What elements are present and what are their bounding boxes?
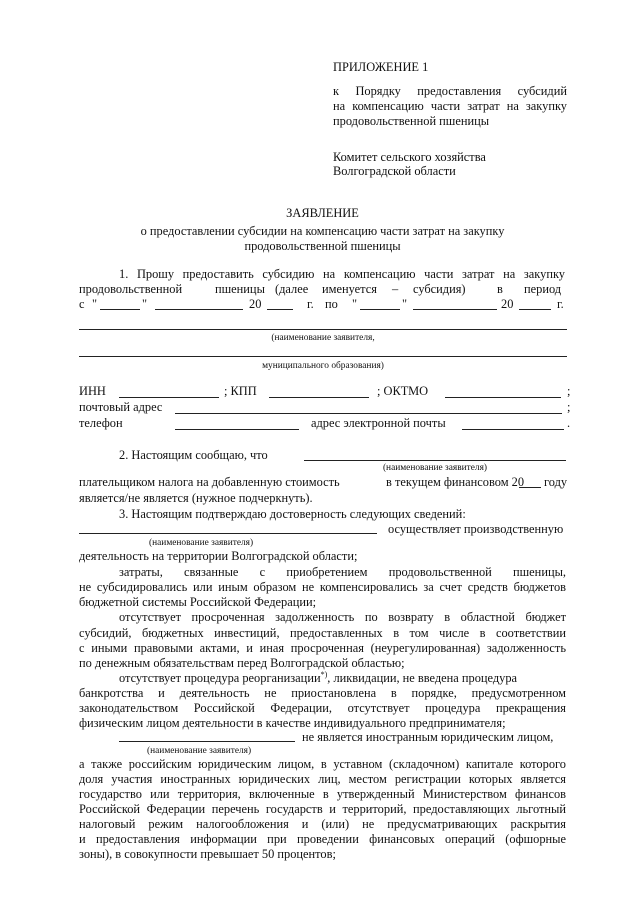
ids-line — [79, 384, 569, 400]
oktmo-field[interactable] — [445, 397, 561, 398]
recipient-line-2: Волгоградской области — [333, 164, 456, 178]
period-mark: . — [567, 416, 571, 430]
period-to-label: по — [325, 297, 338, 311]
costs-line: бюджетной системы Российской Федерации; — [79, 595, 317, 609]
phone-field[interactable] — [175, 429, 299, 430]
to-year-prefix: 20 — [501, 297, 514, 311]
quote-open: " — [92, 297, 98, 311]
municipality-caption: муниципального образования) — [262, 361, 384, 371]
kpp-field[interactable] — [269, 397, 369, 398]
bankruptcy-line: законодательством Российской Федерации, отсутствует процедура прекращения — [79, 701, 566, 715]
to-year-suffix: г. — [557, 297, 564, 311]
bankruptcy-line: физическим лицом деятельности в качестве индивидуального предпринимателя; — [79, 716, 506, 730]
reorg-text: отсутствует процедура реорганизации — [119, 671, 321, 685]
p2-text: плательщиком налога на добавленную стоимость — [79, 475, 340, 489]
period-from-label: с — [79, 297, 85, 311]
p1-word: – — [392, 282, 399, 296]
document-title: ЗАЯВЛЕНИЕ — [286, 206, 359, 220]
foreign-line: не является иностранным юридическим лицом, — [302, 730, 554, 744]
postal-address-field[interactable] — [175, 413, 562, 414]
kpp-label: ; КПП — [224, 384, 257, 398]
reference-line-3: продовольственной пшеницы — [333, 114, 490, 128]
applicant-field[interactable] — [79, 329, 567, 330]
document-subtitle-1: о предоставлении субсидии на компенсацию части затрат на закупку — [140, 224, 505, 238]
semicolon: ; — [567, 400, 571, 414]
p2-applicant-caption: (наименование заявителя) — [382, 463, 488, 473]
p3-line-2: осуществляет производственную — [388, 522, 564, 536]
debt-line: субсидий, бюджетных инвестиций, предоставленных в том числе в соответствии — [79, 626, 566, 640]
quote-open: " — [352, 297, 358, 311]
to-year-field[interactable] — [519, 309, 551, 310]
document-subtitle-2: продовольственной пшеницы — [244, 239, 401, 253]
municipality-field[interactable] — [79, 356, 567, 357]
offshore-line: налоговый режим налогообложения и (или) не предусматривающих раскрытия — [79, 817, 566, 831]
p1-word: продовольственной — [79, 282, 183, 296]
to-month-field[interactable] — [413, 309, 497, 310]
debt-line: с иными правовыми актами, и иная просроченная (неурегулированная) задолженность — [79, 641, 566, 655]
p1-word: период — [524, 282, 562, 296]
inn-label: ИНН — [79, 384, 106, 398]
p3-applicant-caption: (наименование заявителя) — [149, 538, 254, 548]
p1-period-line — [79, 297, 569, 313]
p2-applicant-field[interactable] — [304, 460, 566, 461]
p1-word: (далее — [275, 282, 309, 296]
offshore-line: зоны), в совокупности превышает 50 процентов; — [79, 847, 336, 861]
oktmo-label: ; ОКТМО — [377, 384, 429, 398]
p2-line-2 — [79, 475, 569, 491]
p1-word: именуется — [322, 282, 377, 296]
from-month-field[interactable] — [155, 309, 243, 310]
email-field[interactable] — [462, 429, 564, 430]
appendix-label: ПРИЛОЖЕНИЕ 1 — [333, 60, 429, 74]
p3-applicant-field[interactable] — [79, 533, 377, 534]
p2-line-1: 2. Настоящим сообщаю, что — [119, 448, 268, 462]
inn-field[interactable] — [119, 397, 219, 398]
p2-text: в текущем финансовом 20 — [386, 475, 525, 489]
offshore-line: а также российским юридическим лицом, в уставном (складочном) капитале которого — [79, 757, 566, 771]
offshore-line: и предоставления информации при проведении финансовых операций (офшорные — [79, 832, 566, 846]
p1-word: в — [497, 282, 503, 296]
reference-line-2: на компенсацию части затрат на закупку — [333, 99, 567, 113]
debt-line: отсутствует просроченная задолженность по возврату в областной бюджет — [119, 610, 566, 624]
p2-text: году — [544, 475, 568, 489]
quote-close: " — [402, 297, 408, 311]
p1-line-2 — [79, 282, 567, 297]
postal-label: почтовый адрес — [79, 400, 163, 414]
p1-word: пшеницы — [215, 282, 265, 296]
costs-line: затраты, связанные с приобретением продовольственной пшеницы, — [119, 565, 566, 579]
costs-line: не субсидировались или иным образом не компенсировались за счет средств бюджетов — [79, 580, 566, 594]
quote-close: " — [142, 297, 148, 311]
p1-line-1: 1. Прошу предоставить субсидию на компенсацию части затрат на закупку — [119, 267, 565, 281]
p3-line-3: деятельность на территории Волгоградской области; — [79, 549, 358, 563]
from-year-prefix: 20 — [249, 297, 262, 311]
to-day-field[interactable] — [360, 309, 400, 310]
from-year-suffix: г. — [307, 297, 314, 311]
bankruptcy-line: банкротства и деятельность не приостановлена в порядке, предусмотренном — [79, 686, 566, 700]
offshore-line: доля участия иностранных юридических лиц, местом регистрации которых является — [79, 772, 566, 786]
offshore-line: Российской Федерации перечень государств и территорий, предоставляющих льготный — [79, 802, 566, 816]
applicant-caption: (наименование заявителя, — [271, 333, 375, 343]
reorg-line — [119, 671, 517, 686]
recipient-line-1: Комитет сельского хозяйства — [333, 150, 486, 164]
email-label: адрес электронной почты — [311, 416, 446, 430]
p3-applicant-field-2[interactable] — [119, 741, 295, 742]
p3-applicant-caption-2: (наименование заявителя) — [147, 746, 252, 756]
p3-line-1: 3. Настоящим подтверждаю достоверность следующих сведений: — [119, 507, 466, 521]
footnote-mark: *) — [320, 669, 328, 679]
p1-word: субсидия) — [413, 282, 466, 296]
from-day-field[interactable] — [100, 309, 140, 310]
reference-line-1: к Порядку предоставления субсидий — [333, 84, 567, 98]
reorg-text: , ликвидации, не введена процедура — [327, 671, 518, 685]
tax-year-field[interactable] — [519, 487, 541, 488]
from-year-field[interactable] — [267, 309, 293, 310]
phone-label: телефон — [79, 416, 123, 430]
p2-line-3: является/не является (нужное подчеркнуть). — [79, 491, 313, 505]
debt-line: по денежным обязательствам перед Волгоградской областью; — [79, 656, 405, 670]
semicolon: ; — [567, 384, 571, 398]
offshore-line: государство или территория, включенные в утвержденный Министерством финансов — [79, 787, 566, 801]
